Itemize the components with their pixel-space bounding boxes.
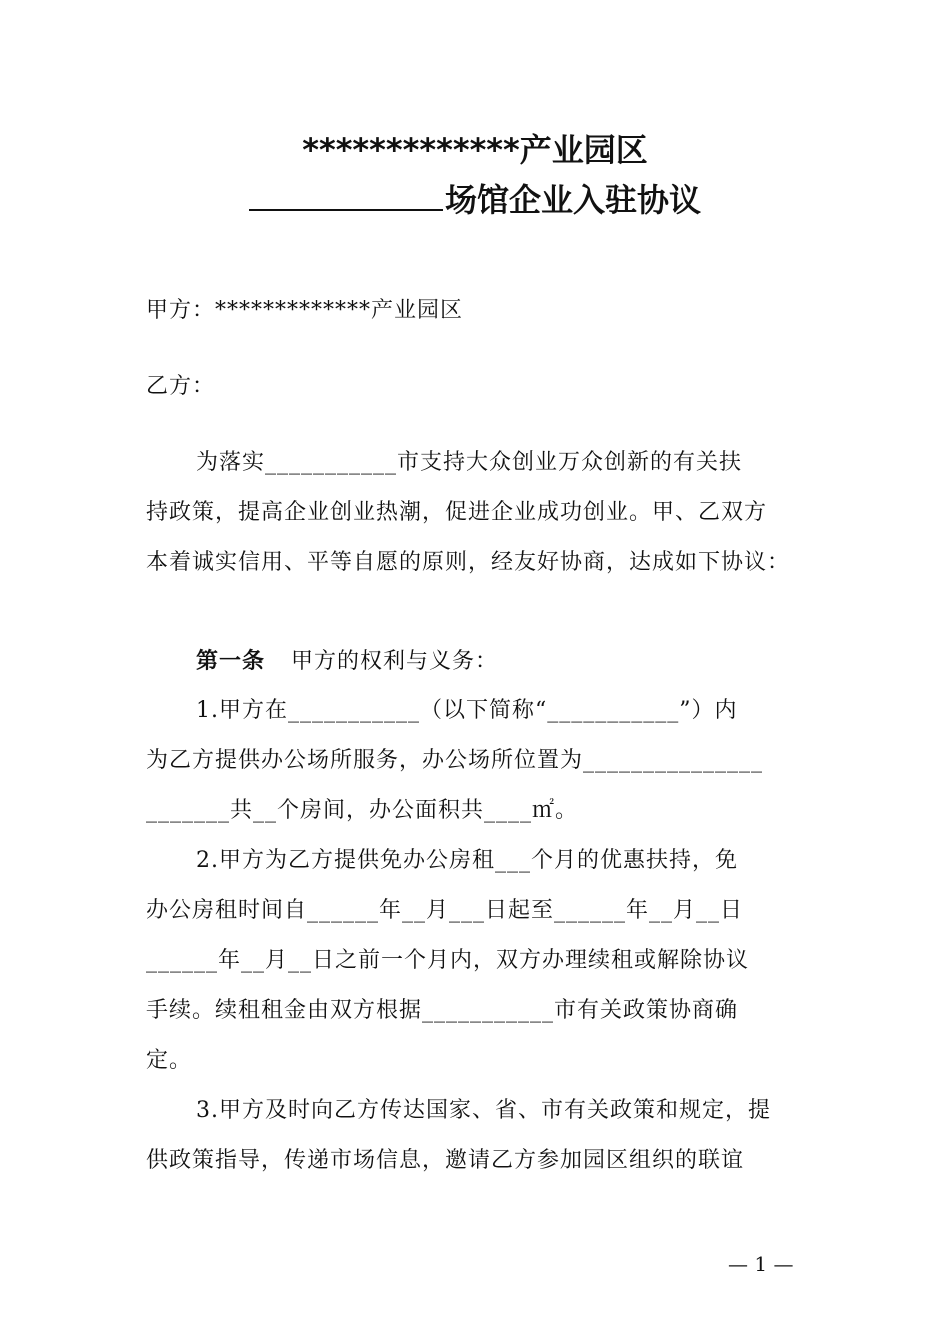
clause1-line-2: 为乙方提供办公场所服务，办公场所位置为_______________ <box>146 748 764 773</box>
clause1-line-3: _______共__个房间，办公面积共____㎡。 <box>146 798 579 823</box>
clause2-line-1: 2.甲方为乙方提供免办公房租___个月的优惠扶持，免 <box>196 848 738 873</box>
clause2-line-2: 办公房租时间自______年__月___日起至______年__月__日 <box>146 898 744 923</box>
clause2-line-3: ______年__月__日之前一个月内，双方办理续租或解除协议 <box>146 948 750 973</box>
document-title-line2-text: 场馆企业入驻协议 <box>444 181 701 219</box>
preamble-line-1: 为落实___________市支持大众创业万众创新的有关扶 <box>196 450 743 475</box>
party-b-line: 乙方： <box>146 374 216 399</box>
article1-title: 甲方的权利与义务： <box>291 649 499 674</box>
document-title-line1: *************产业园区 <box>302 131 648 169</box>
clause3-line-1: 3.甲方及时向乙方传达国家、省、市有关政策和规定，提 <box>196 1098 771 1123</box>
clause2-line-5: 定。 <box>146 1048 193 1073</box>
title-blank-underline <box>249 181 443 211</box>
page-number: — 1 — <box>728 1252 794 1276</box>
party-a-line: 甲方：*************产业园区 <box>146 298 464 323</box>
article1-header <box>196 646 498 677</box>
preamble-line-2: 持政策，提高企业创业热潮，促进企业成功创业。甲、乙双方 <box>146 500 768 525</box>
clause1-line-1: 1.甲方在___________（以下简称“___________”）内 <box>196 698 738 723</box>
preamble-line-3: 本着诚实信用、平等自愿的原则，经友好协商，达成如下协议： <box>146 550 791 575</box>
article1-heading: 第一条 <box>196 648 266 674</box>
clause2-line-4: 手续。续租租金由双方根据___________市有关政策协商确 <box>146 998 739 1023</box>
document-title-line2 <box>0 180 950 220</box>
clause3-line-2: 供政策指导，传递市场信息，邀请乙方参加园区组织的联谊 <box>146 1148 745 1173</box>
